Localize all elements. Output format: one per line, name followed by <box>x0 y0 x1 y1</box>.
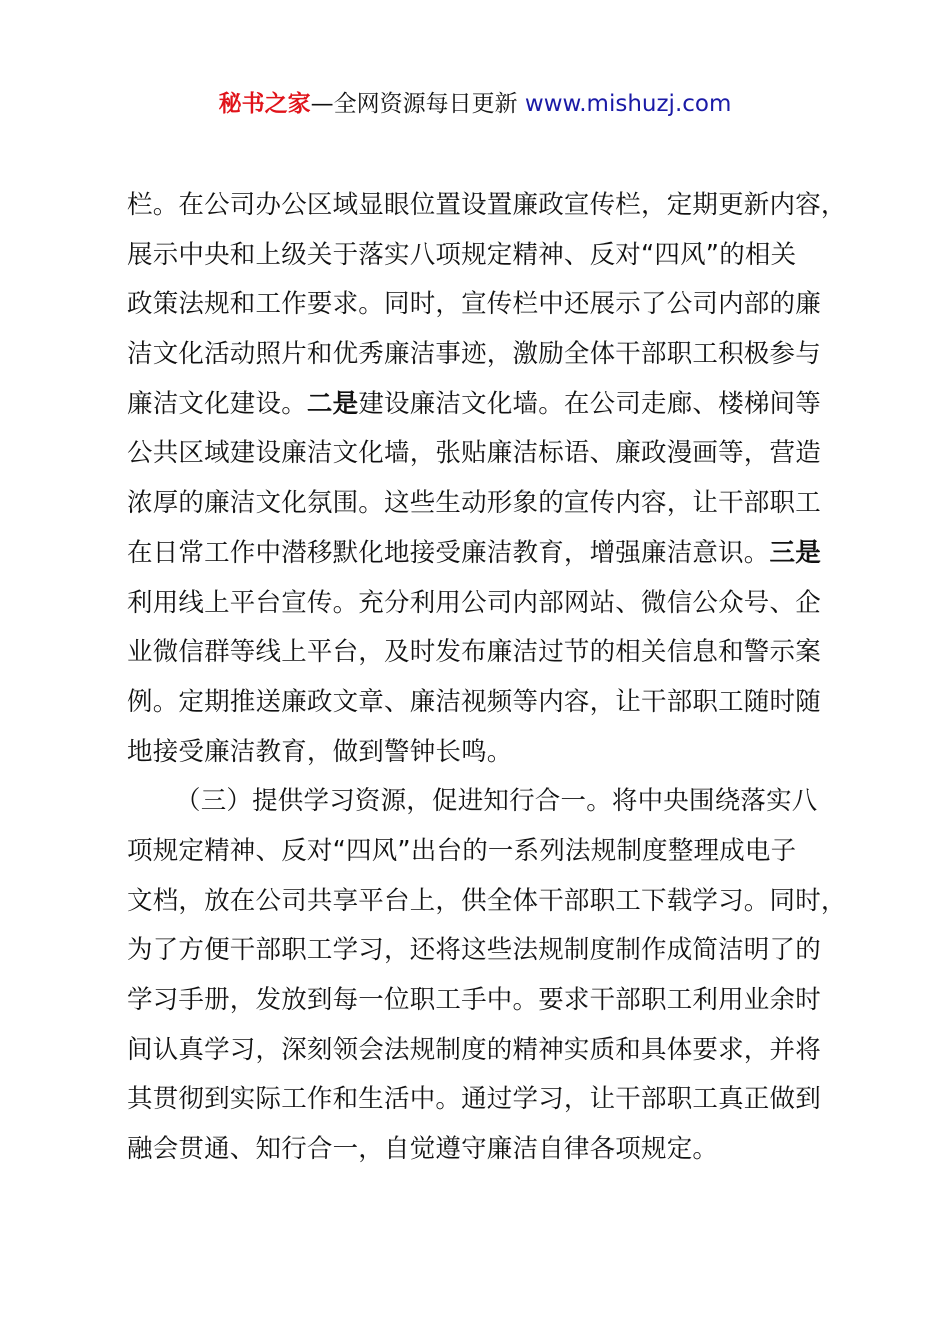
text-line <box>127 181 847 231</box>
text-segment: 在日常工作中潜移默化地接受廉洁教育，增强廉洁意识。 <box>127 537 770 568</box>
text-line <box>127 479 837 529</box>
text-line <box>127 579 837 629</box>
text-line <box>127 231 837 281</box>
text-line <box>127 877 847 927</box>
document-body <box>127 181 847 1175</box>
text-segment: 展示中央和上级关于落实八项规定精神、反对“四风”的相关 <box>127 239 797 270</box>
text-line <box>127 976 837 1026</box>
text-line <box>127 529 837 579</box>
text-segment: 融会贯通、知行合一，自觉遵守廉洁自律各项规定。 <box>127 1134 719 1165</box>
text-segment: 利用线上平台宣传。充分利用公司内部网站、微信公众号、企 <box>127 587 821 618</box>
text-line <box>127 330 837 380</box>
text-line <box>127 728 837 778</box>
text-line <box>127 777 837 827</box>
text-line <box>127 1026 837 1076</box>
text-line <box>127 1125 837 1175</box>
website-link[interactable]: www.mishuzj.com <box>524 91 732 117</box>
text-segment: 廉洁文化建设。 <box>127 388 307 419</box>
text-line <box>127 380 837 430</box>
header-tagline: —全网资源每日更新 <box>310 91 518 117</box>
text-line <box>127 280 837 330</box>
text-line <box>127 628 837 678</box>
text-line <box>127 678 837 728</box>
text-segment: 学习手册，发放到每一位职工手中。要求干部职工利用业余时 <box>127 985 821 1015</box>
text-segment: 地接受廉洁教育，做到警钟长鸣。 <box>127 736 513 767</box>
text-segment: 政策法规和工作要求。同时，宣传栏中还展示了公司内部的廉 <box>127 289 821 320</box>
brand-name: 秘书之家 <box>218 91 311 117</box>
text-segment: 例。定期推送廉政文章、廉洁视频等内容，让干部职工随时随 <box>127 686 821 717</box>
text-segment: 文档，放在公司共享平台上，供全体干部职工下载学习。同时， <box>127 885 847 916</box>
text-line <box>127 1075 837 1125</box>
text-line <box>127 827 837 877</box>
text-segment: 栏。在公司办公区域显眼位置设置廉政宣传栏，定期更新内容， <box>127 190 847 220</box>
text-segment: 洁文化活动照片和优秀廉洁事迹，激励全体干部职工积极参与 <box>127 339 821 370</box>
text-segment: 间认真学习，深刻领会法规制度的精神实质和具体要求，并将 <box>127 1034 821 1065</box>
bold-text-segment: 三是 <box>769 537 821 568</box>
text-segment: 公共区域建设廉洁文化墙，张贴廉洁标语、廉政漫画等，营造 <box>127 438 821 469</box>
text-segment: 浓厚的廉洁文化氛围。这些生动形象的宣传内容，让干部职工 <box>127 488 821 519</box>
page-header <box>0 86 950 122</box>
text-segment: 其贯彻到实际工作和生活中。通过学习，让干部职工真正做到 <box>127 1084 821 1115</box>
text-line <box>127 429 837 479</box>
text-segment: 业微信群等线上平台，及时发布廉洁过节的相关信息和警示案 <box>127 637 821 668</box>
text-segment: 建设廉洁文化墙。在公司走廊、楼梯间等 <box>358 388 821 419</box>
bold-text-segment: 二是 <box>306 388 359 419</box>
text-segment: 项规定精神、反对“四风”出台的一系列法规制度整理成电子 <box>127 835 797 866</box>
text-segment: （三）提供学习资源，促进知行合一。将中央围绕落实八 <box>175 786 818 817</box>
text-line <box>127 926 837 976</box>
text-segment: 为了方便干部职工学习，还将这些法规制度制作成简洁明了的 <box>127 935 821 966</box>
